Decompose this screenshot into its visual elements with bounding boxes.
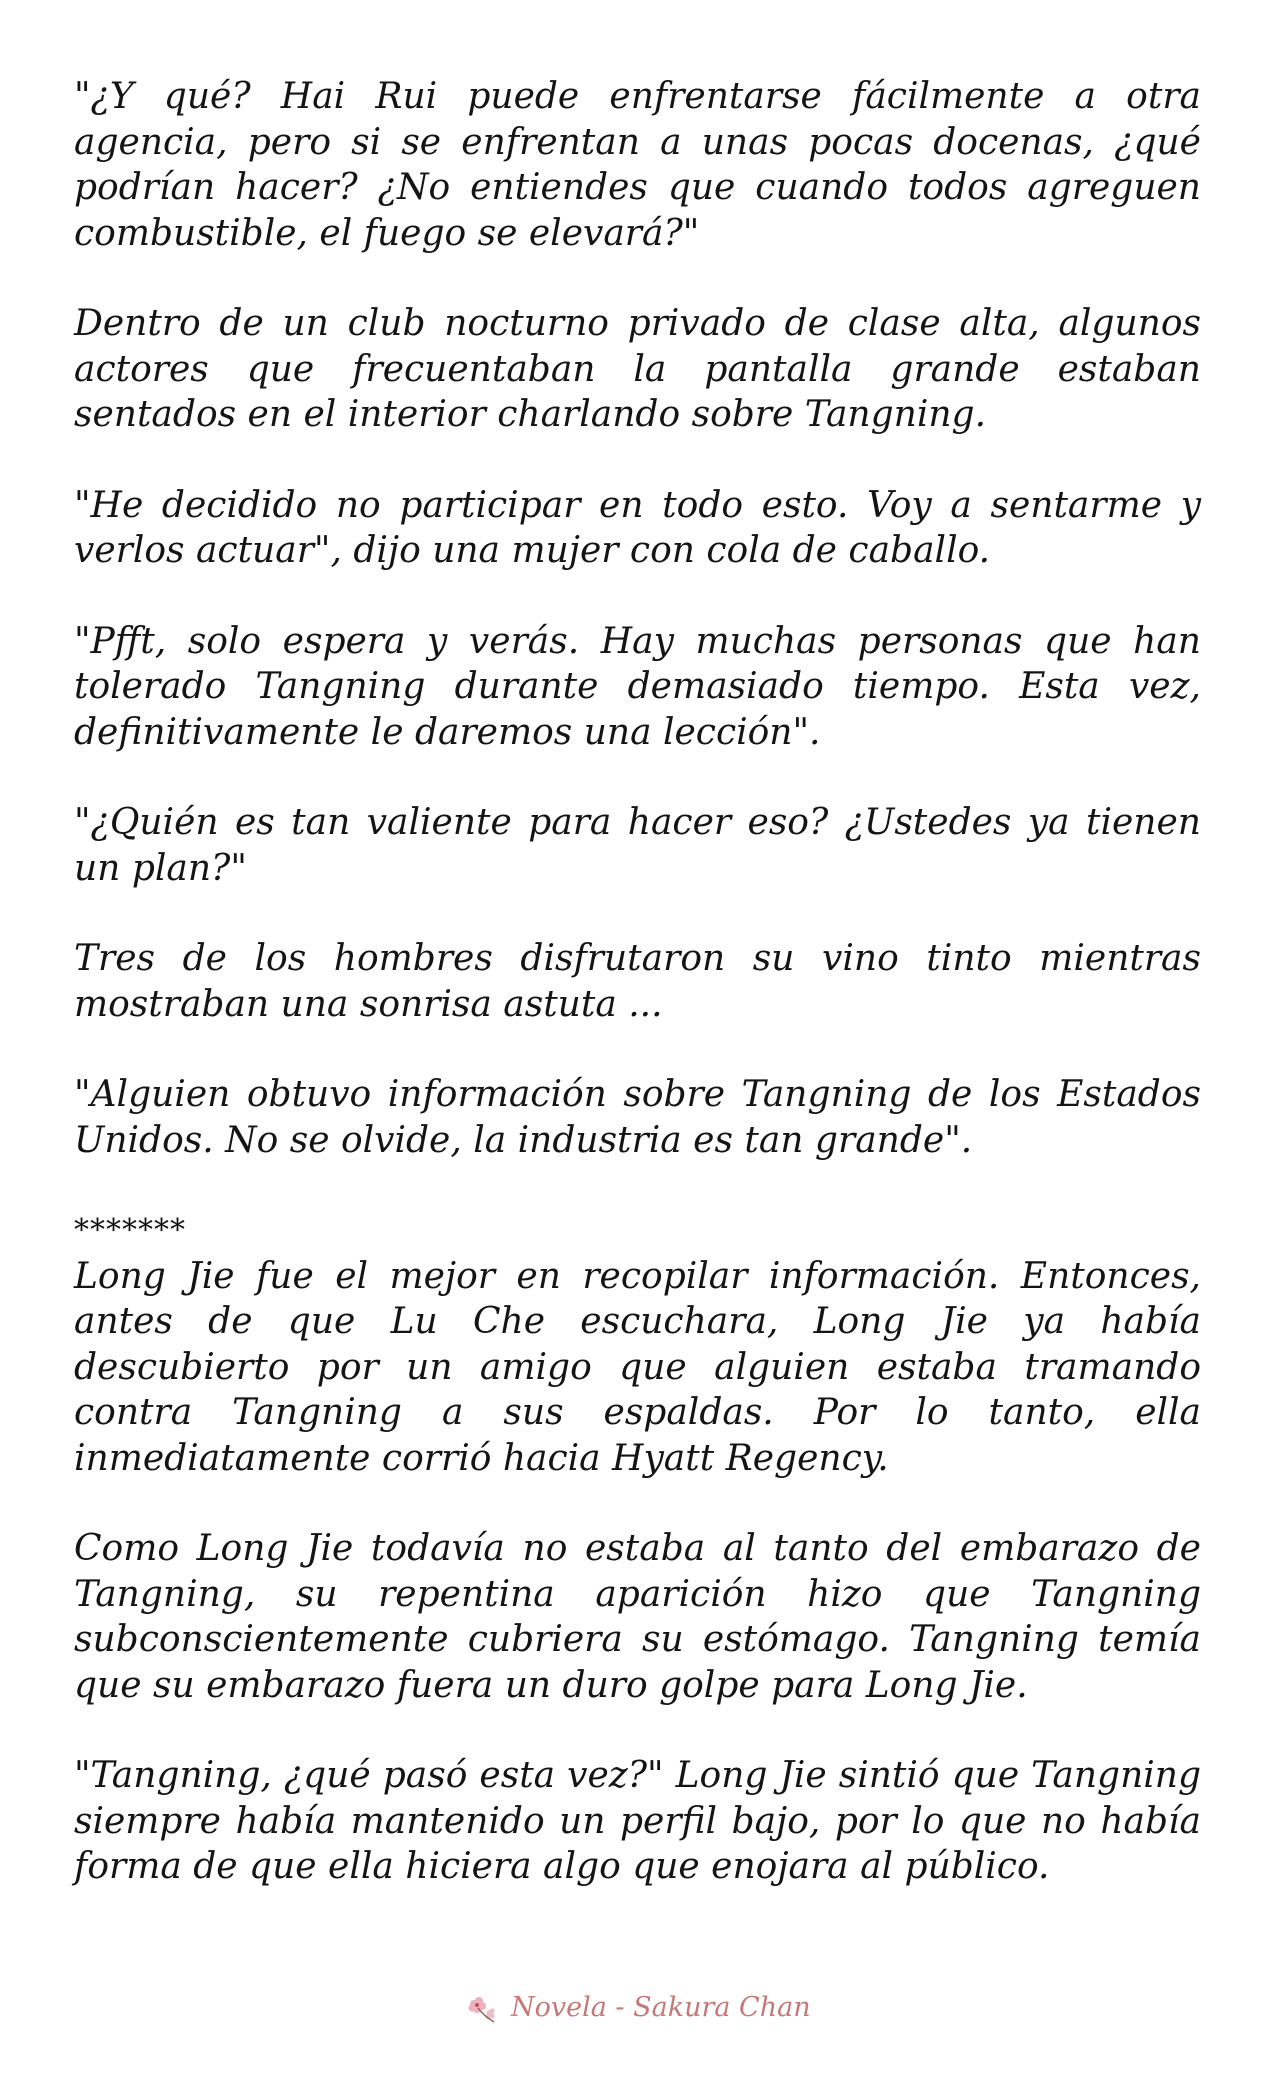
cherry-blossom-icon [464, 1994, 498, 2024]
footer-text: Novela - Sakura Chan [510, 1992, 811, 2023]
paragraph-2: Dentro de un club nocturno privado de clase alta, algunos actores que frecuentaban la pantalla grande estaban sentados en el interior charlando sobre Tangning. [74, 303, 1201, 435]
paragraph-9: Como Long Jie todavía no estaba al tanto del embarazo de Tangning, su repentina aparición hizo que Tangning subconscientemente cubriera su estómago. Tangning temía que su embarazo fuera un duro golpe para Long Jie. [74, 1528, 1201, 1706]
scene-separator: ******* [74, 1213, 186, 1248]
paragraph-3: "He decidido no participar en todo esto. Voy a sentarme y verlos actuar", dijo una mujer con cola de caballo. [74, 484, 1201, 571]
paragraph-10: "Tangning, ¿qué pasó esta vez?" Long Jie sintió que Tangning siempre había mantenido un perfil bajo, por lo que no había forma de que ella hiciera algo que enojara al público. [74, 1755, 1201, 1887]
paragraph-4: "Pfft, solo espera y verás. Hay muchas personas que han tolerado Tangning durante demasiado tiempo. Esta vez, definitivamente le daremos una lección". [74, 620, 1201, 753]
paragraph-7: "Alguien obtuvo información sobre Tangning de los Estados Unidos. No se olvide, la industria es tan grande". [74, 1074, 1201, 1161]
paragraph-6: Tres de los hombres disfrutaron su vino tinto mientras mostraban una sonrisa astuta ... [74, 938, 1201, 1025]
document-body [74, 74, 1201, 1890]
paragraph-8: Long Jie fue el mejor en recopilar información. Entonces, antes de que Lu Che escuchara, Long Jie ya había descubierto por un amigo que alguien estaba tramando contra Tangning a sus espaldas. Por lo tanto, ella inmediatamente corrió hacia Hyatt Regency. [74, 1255, 1201, 1479]
footer-watermark [0, 1992, 1275, 2024]
paragraph-1: "¿Y qué? Hai Rui puede enfrentarse fácilmente a otra agencia, pero si se enfrentan a unas pocas docenas, ¿qué podrían hacer? ¿No entiendes que cuando todos agreguen combustible, el fuego se elevará?" [74, 76, 1201, 254]
paragraph-5: "¿Quién es tan valiente para hacer eso? ¿Ustedes ya tienen un plan?" [74, 802, 1201, 889]
